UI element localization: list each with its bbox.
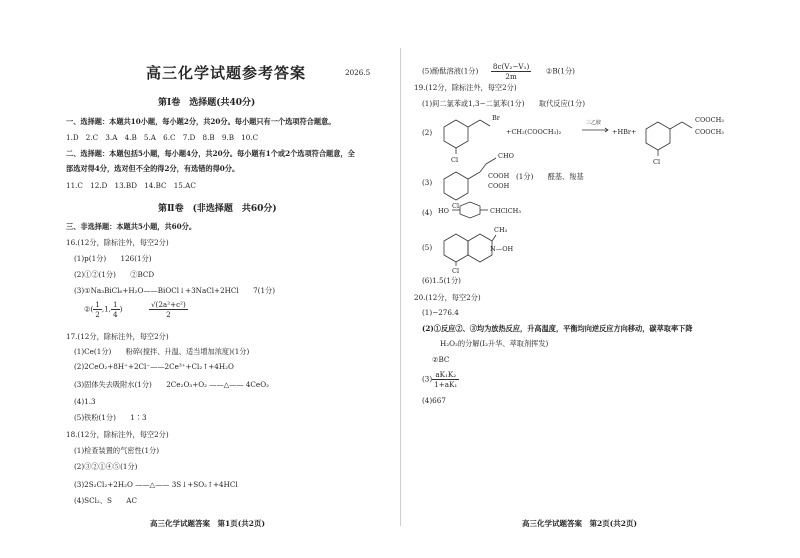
section-2-instructions-line-1: 二、选择题：本题包括5小题，每小题4分，共20分。每小题有1个或2个选项符合题意，全 [66, 149, 355, 158]
page-1-footer: 高三化学试题答案 第1页(共2页) [150, 519, 266, 528]
q19-4-ho: HO [438, 207, 449, 215]
section-1-instructions: 一、选择题：本题共10小题，每小题2分，共20分。每小题只有一个选项符合题意。 [66, 117, 336, 126]
q17-part-3: (3)固体失去吸附水(1分) 2Ce₂O₃+O₂ ——△—— 4CeO₂ [74, 380, 269, 389]
q20-part-1: (1)−276.4 [422, 308, 459, 317]
q19-2-cl-left: Cl [451, 156, 459, 164]
q17-part-2: (2)2CeO₂+8H⁺+2Cl⁻——2Ce³⁺+Cl₂↑+4H₂O [74, 362, 234, 371]
q16-part-2: (2)①②(1分) ②BCD [74, 270, 155, 279]
q19-5-ch3: CH₃ [494, 226, 508, 234]
q16-3b-mid: ,1, [101, 304, 111, 314]
q18-part-3: (3)2S₂Cl₂+2H₂O ——△—— 3S↓+SO₂↑+4HCl [74, 480, 238, 489]
q18-5-fraction: $\frac{\text{8c(V₂−V₁)}}{2m}$ [492, 62, 530, 81]
q17-heading: 17.(12分，除标注外，每空2分) [66, 332, 169, 341]
q19-3-cho: CHO [498, 152, 514, 160]
q19-part-1: (1)间二氯苯或1,3−二氯苯(1分) 取代反应(1分) [422, 99, 585, 108]
q19-4-chain: CHClCH₃ [490, 207, 521, 215]
q19-2-hbr: +HBr+ [612, 128, 637, 136]
q18-part-4: (4)SCl₂、S AC [74, 496, 137, 505]
q20-part-2c: ②BC [432, 355, 450, 364]
q16-part-3b [84, 300, 188, 319]
q20-3-label: (3) [422, 374, 433, 384]
document-title: 高三化学试题参考答案 [146, 64, 307, 82]
expression-fraction: $\frac{\text{√(2a²+c²)}}{2}$ [150, 300, 186, 319]
q17-part-1: (1)Ce(1分) 粉碎(搅拌、升温、适当增加浓度)(1分) [74, 347, 250, 356]
part-1-heading: 第Ⅰ卷 选择题(共40分) [158, 98, 256, 108]
q19-part-3-label: (3) [422, 178, 433, 187]
q20-3-fraction: $\frac{\text{aK₁K₂}}{\text{1+aK₁}}$ [434, 370, 458, 389]
q19-3-cooh-a: COOH [488, 172, 510, 180]
fraction-1: $\frac{1}{2}$ [95, 300, 100, 319]
q17-part-4: (4)1.3 [74, 397, 96, 406]
q18-part-2: (2)③②①④⑤(1分) [74, 462, 138, 471]
q20-part-2a: (2)①反应②、③均为放热反应，升高温度，平衡均向逆反应方向移动，碳萃取率下降 [422, 324, 693, 333]
part-2-heading: 第Ⅱ卷 (非选择题 共60分) [158, 204, 277, 214]
q19-2-br: Br [492, 114, 500, 122]
q19-part-6: (6)1.5(1分) [422, 276, 461, 285]
q19-2-condition: 三乙胺 [586, 120, 602, 126]
q19-2-plus: +CH₂(COOCH₃)₂ [506, 128, 562, 136]
section-3-instructions: 三、非选择题：本题共5小题，共60分。 [66, 222, 197, 231]
q19-5-structure [436, 224, 596, 275]
answer-page-2 [400, 0, 800, 558]
q19-3-cl: Cl [452, 202, 460, 210]
q19-2-cooch3-b: COOCH₃ [695, 128, 724, 136]
q16-part-3a: (3)①Na₃BiCl₆+H₂O——BiOCl↓+3NaCl+2HCl 7(1分) [74, 286, 276, 295]
q18-5-label: (5)酚酞溶液(1分) [422, 66, 479, 76]
section-2-answers: 11.C 12.D 13.BD 14.BC 15.AC [66, 181, 196, 190]
q19-2-cl-right: Cl [653, 158, 661, 166]
q18-heading: 18.(12分，除标注外，每空2分) [66, 430, 169, 439]
section-2-instructions-line-2: 部选对得4分，选对但不全的得2分，有选错的得0分。 [66, 164, 240, 173]
q19-heading: 19.(12分，除标注外，每空2分) [414, 83, 517, 92]
q19-part-2-label: (2) [422, 128, 433, 137]
q16-3b-close: ) [119, 304, 123, 314]
q18-part-1: (1)检查装置的气密性(1分) [74, 446, 160, 455]
q20-part-3 [422, 370, 459, 389]
q17-part-5: (5)铁粉(1分) 1∶3 [74, 413, 147, 422]
q20-part-4: (4)667 [422, 396, 446, 405]
document-date: 2026.5 [345, 68, 371, 77]
q19-part-4-label: (4) [422, 208, 433, 217]
q16-heading: 16.(12分，除标注外，每空2分) [66, 238, 169, 247]
q19-4-structure [436, 200, 596, 224]
q19-2-cooch3-a: COOCH₃ [695, 116, 724, 124]
q19-5-noh: N—OH [490, 245, 514, 253]
fraction-2: $\frac{1}{4}$ [112, 300, 118, 319]
q19-3-cooh-b: COOH [488, 182, 510, 190]
section-1-answers: 1.D 2.C 3.A 4.B 5.A 6.C 7.D 8.B 9.B 10.C [66, 133, 259, 142]
q19-part-3-answer: (1分) 醛基、羧基 [516, 172, 584, 181]
q20-heading: 20.(12分，每空2分) [414, 293, 481, 302]
q18-5-tail: ②B(1分) [545, 66, 575, 76]
q19-part-5-label: (5) [422, 243, 433, 252]
q18-part-5 [422, 62, 575, 81]
q20-part-2b: H₂O₂的分解(I₂升华、萃取剂挥发) [440, 339, 549, 348]
q16-3b-prefix: ②( [84, 304, 94, 314]
page-2-footer: 高三化学试题答案 第2页(共2页) [522, 519, 638, 528]
q19-5-cl: Cl [452, 267, 460, 275]
q16-part-1: (1)p(1分) 126(1分) [74, 254, 152, 263]
